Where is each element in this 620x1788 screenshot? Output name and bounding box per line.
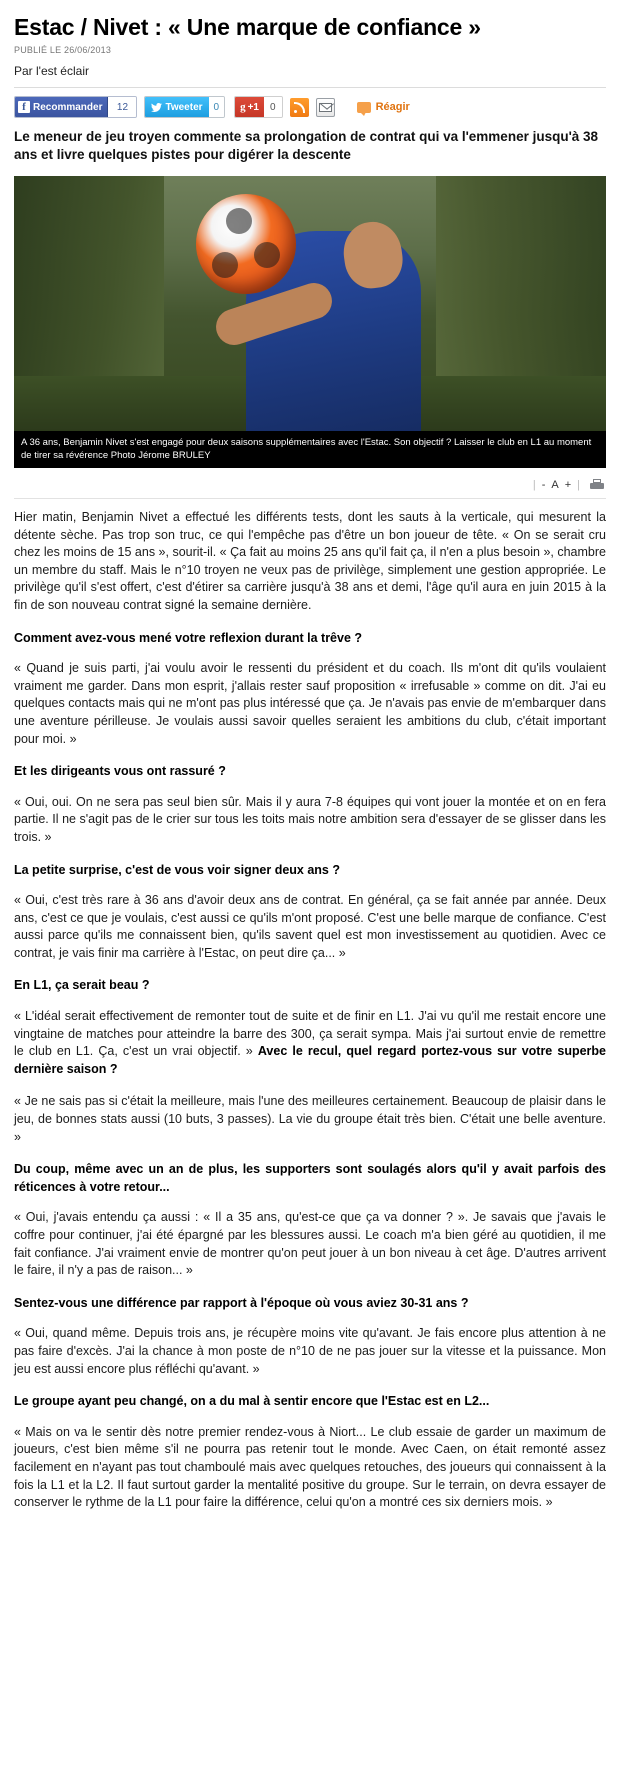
interview-question: Le groupe ayant peu changé, on a du mal à sentir encore que l'Estac est en L2... bbox=[14, 1394, 490, 1409]
google-plus-label: +1 bbox=[247, 101, 259, 113]
google-plus-icon: g bbox=[240, 101, 246, 113]
facebook-count: 12 bbox=[108, 97, 136, 117]
printer-icon[interactable] bbox=[590, 479, 604, 491]
facebook-recommend-button[interactable] bbox=[15, 97, 108, 117]
twitter-share-widget[interactable] bbox=[144, 96, 225, 118]
article-paragraph: « Oui, c'est très rare à 36 ans d'avoir deux ans de contrat. En général, ça se fait année par année. Deux ans, c'est ce que je voulais, c'est aussi ce qu'ils m'ont proposé. C'est une belle marque de confiance. C'est aussi parce qu'ils me connaissent bien, qu'ils savent quel est mon investissement au quotidien. Avec ce contrat, je vais finir ma carrière à l'Estac, on peut dire ça... » bbox=[14, 893, 606, 960]
interview-question: Sentez-vous une différence par rapport à l'époque où vous aviez 30-31 ans ? bbox=[14, 1295, 469, 1310]
article-paragraph: « Mais on va le sentir dès notre premier rendez-vous à Niort... Le club essaie de garder un maximum de joueurs, c'est bien même s'il ne pourra pas retenir tout le monde. Avec Caen, on était remonté assez facilement en n'ayant pas tout chamboulé mais avec quelques retouches, des joueurs qui connaissent à la fois la L1 et la L2. Il faut surtout garder la mentalité positive du groupe. Sur le terrain, on devra essayer de conserver le rythme de la L1 pour faire la différence, celui qu'on a montré ces six derniers mois. » bbox=[14, 1424, 606, 1510]
google-plus-button[interactable] bbox=[235, 97, 264, 117]
speech-bubble-icon bbox=[357, 102, 371, 113]
social-share-bar bbox=[14, 96, 606, 118]
article-paragraph: « Je ne sais pas si c'était la meilleure, mais l'une des meilleures certainement. Beaucoup de plaisir dans le jeu, de bonnes stats aussi (10 buts, 3 passes). La vie du groupe était très bien. C'était une belle aventure. » bbox=[14, 1094, 606, 1144]
twitter-bird-icon bbox=[151, 102, 162, 113]
interview-question: En L1, ça serait beau ? bbox=[14, 978, 150, 993]
photo-caption: A 36 ans, Benjamin Nivet s'est engagé pour deux saisons supplémentaires avec l'Estac. Son objectif ? Laisser le club en L1 au moment de tirer sa révérence Photo Jérome BRULEY bbox=[14, 431, 606, 468]
react-button[interactable] bbox=[357, 101, 410, 113]
toolbar-separator-2: | bbox=[577, 479, 580, 491]
mail-icon[interactable] bbox=[316, 98, 335, 117]
article-lead: Le meneur de jeu troyen commente sa prolongation de contrat qui va l'emmener jusqu'à 38 ans et livre quelques pistes pour digérer la descente bbox=[14, 129, 599, 162]
article-figure bbox=[14, 176, 606, 468]
interview-question: La petite surprise, c'est de vous voir signer deux ans ? bbox=[14, 862, 340, 877]
interview-question: Avec le recul, quel regard portez-vous sur votre superbe dernière saison ? bbox=[14, 1044, 606, 1076]
facebook-recommend-widget[interactable] bbox=[14, 96, 137, 118]
facebook-icon: f bbox=[18, 101, 30, 113]
interview-answer bbox=[14, 1008, 606, 1078]
article-paragraph: « Quand je suis parti, j'ai voulu avoir le ressenti du président et du coach. Ils m'ont dit qu'ils voulaient vraiment me garder. Dans mon esprit, j'allais rester sauf proposition « irrefusable » comme on dit. J'ai eu quelques contacts mais qui ne m'ont pas plus intéressé que ça. Je n'avais pas envie de m'embarquer dans une aventure périlleuse. Je voulais aussi savoir quelles seraient les ambitions du club, c'était important pour moi. » bbox=[14, 661, 606, 746]
interview-question: Et les dirigeants vous ont rassuré ? bbox=[14, 764, 226, 779]
interview-question: Du coup, même avec un an de plus, les supporters sont soulagés alors qu'il y avait parfois des réticences à votre retour... bbox=[14, 1162, 606, 1194]
google-plus-widget[interactable] bbox=[234, 96, 282, 118]
page-title: Estac / Nivet : « Une marque de confiance » bbox=[14, 14, 481, 40]
toolbar-separator: | bbox=[532, 479, 536, 491]
article-toolbar bbox=[14, 472, 606, 499]
article-photo bbox=[14, 176, 606, 431]
rss-icon[interactable] bbox=[290, 98, 309, 117]
twitter-tweet-button[interactable] bbox=[145, 97, 208, 117]
interview-question: Comment avez-vous mené votre reflexion durant la trêve ? bbox=[14, 630, 363, 645]
publish-date: PUBLIÉ LE 26/06/2013 bbox=[14, 45, 112, 55]
twitter-tweet-label: Tweeter bbox=[165, 101, 203, 113]
article-body bbox=[14, 509, 606, 1512]
ball-patch bbox=[254, 242, 280, 268]
photo-football bbox=[196, 194, 296, 294]
article-paragraph: Hier matin, Benjamin Nivet a effectué les différents tests, dont les sauts à la verticale, qui mesurent la détente sèche. Pas trop son truc, ce qui l'empêche pas d'être un bon joueur de tête. « On se serait cru chez les moins de 15 ans », sourit-il. « Ça fait au moins 25 ans qu'il fait ça, il n'en a plus besoin », chambre un membre du staff. Mais le n°10 troyen ne veux pas de privilège, simplement une gestion appropriée. Le privilège qu'il s'est offert, c'est d'étirer sa carrière jusqu'à 38 ans et demi, l'âge qu'il aura en juin 2015 à la fin de son nouveau contrat signé la semaine dernière. bbox=[14, 510, 606, 612]
byline: Par l'est éclair bbox=[14, 64, 89, 78]
article-paragraph: « Oui, j'avais entendu ça aussi : « Il a 35 ans, qu'est-ce que ça va donner ? ». Je savais que j'avais le coffre pour continuer, j'ai été épargné par les blessures aussi. Le coach m'a bien géré au quotidien, il me fait confiance. J'ai vraiment envie de montrer qu'on peut jouer à un bon niveau à cet âge. D'autres arrivent le faire, il n'y a pas de raison... » bbox=[14, 1210, 606, 1278]
google-plus-count: 0 bbox=[264, 97, 282, 117]
divider-top bbox=[14, 87, 606, 88]
article-paragraph: « Oui, quand même. Depuis trois ans, je récupère moins vite qu'avant. Je fais encore plus attention à ne pas faire d'excès. J'ai la chance à mon poste de n°10 de ne pas jouer sur la vitesse et la puissance. Mon jeu est aussi encore plus réfléchi qu'avant. » bbox=[14, 1326, 606, 1376]
facebook-recommend-label: Recommander bbox=[33, 101, 103, 113]
font-decrease-button[interactable]: - bbox=[541, 479, 546, 491]
font-increase-button[interactable]: + bbox=[564, 479, 572, 491]
article-paragraph: « Oui, oui. On ne sera pas seul bien sûr. Mais il y aura 7-8 équipes qui vont jouer la montée et on en fera partie. Il ne s'agit pas de le crier sur tous les toits mais notre ambition sera d'essayer de se glisser dans les trois. » bbox=[14, 794, 606, 844]
ball-patch bbox=[226, 208, 252, 234]
answer-text: « L'idéal serait effectivement de remonter tout de suite et de finir en L1. J'ai vu qu'il me restait encore une vingtaine de matches pour atteindre la barre des 300, ça serait sympa. Mais j'ai surtout envie de remettre le club en L1. Ça, c'est un vrai objectif. » bbox=[14, 1009, 606, 1059]
twitter-count: 0 bbox=[209, 97, 225, 117]
ball-patch bbox=[212, 252, 238, 278]
font-size-label: A bbox=[551, 479, 559, 491]
react-label: Réagir bbox=[375, 101, 410, 113]
